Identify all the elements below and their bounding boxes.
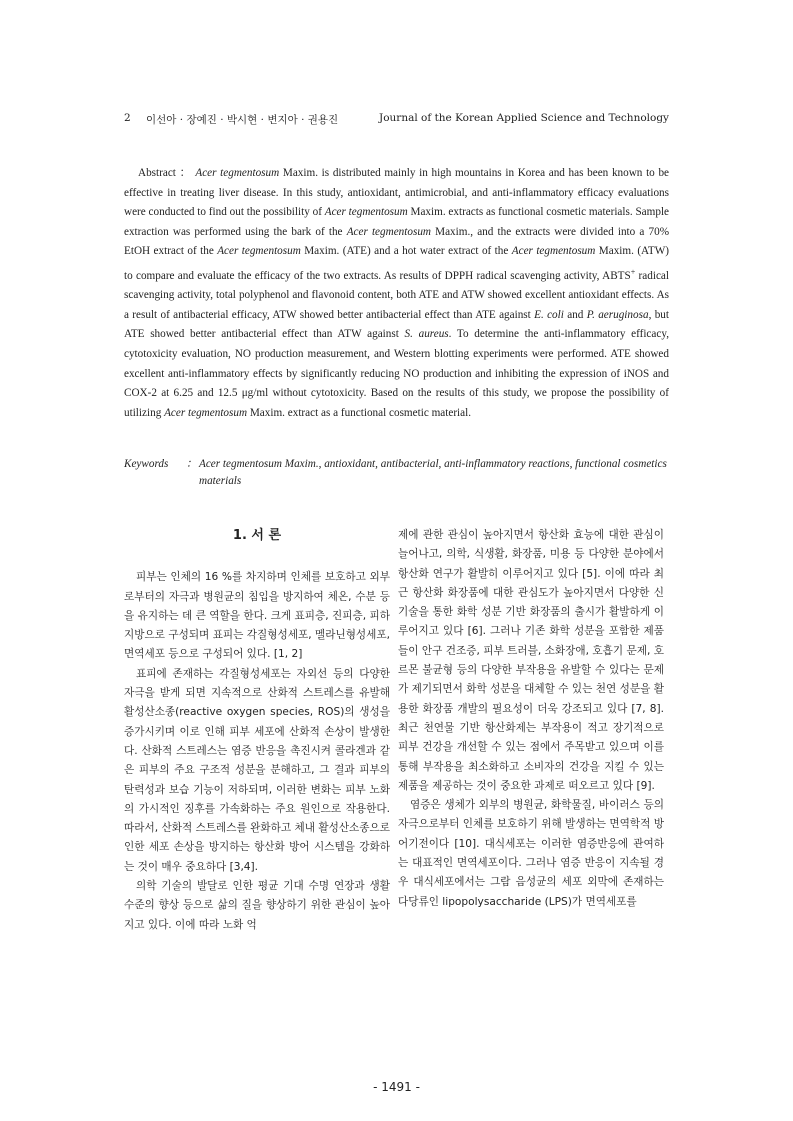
abstract-text: + bbox=[630, 266, 636, 276]
abstract-italic-term: Acer tegmentosum bbox=[346, 225, 431, 238]
keywords-text: Acer tegmentosum Maxim., antioxidant, antibacterial, anti-inflammatory reactions, functional cosmetics materials bbox=[199, 458, 667, 487]
abstract-italic-term: Acer tegmentosum bbox=[324, 206, 408, 219]
abstract-italic-term: Acer tegmentosum bbox=[217, 245, 301, 258]
journal-title: Journal of the Korean Applied Science and Technology bbox=[379, 112, 669, 124]
page-footer: - 1491 - bbox=[373, 1080, 420, 1094]
abstract-italic-term: Acer tegmentosum bbox=[195, 167, 280, 179]
abstract-text: , but ATE showed better antibacterial effect than ATW against bbox=[124, 308, 669, 341]
abstract-italic-term: Acer tegmentosum bbox=[164, 406, 248, 419]
abstract-text: Maxim. extract as a functional cosmetic material. bbox=[247, 406, 472, 419]
right-column bbox=[398, 526, 664, 912]
keywords-label: Keywords bbox=[124, 458, 169, 470]
abstract-text: Maxim. (ATE) and a hot water extract of the bbox=[300, 245, 512, 258]
abstract-italic-term: Acer tegmentosum bbox=[511, 245, 596, 258]
abstract bbox=[124, 164, 669, 423]
abstract-text: and bbox=[563, 308, 587, 321]
abstract-text: Maxim. (ATW) to compare and evaluate the efficacy of the two extracts. As results of DPPH radical scavenging activity, ABTS bbox=[124, 245, 670, 282]
paragraph: 염증은 생체가 외부의 병원균, 화학물질, 바이러스 등의 자극으로부터 인체를 보호하기 위해 발생하는 면역학적 방어기전이다 [10]. 대식세포는 이러한 염증반응에 관여하는 대표적인 면역세포이다. 그러나 염증 반응이 지속될 경우 대식세포에서는 그람 음성균의 세포 외막에 존재하는 다당류인 lipopolysaccharide (LPS)가 면역세포를 bbox=[398, 799, 664, 908]
keywords bbox=[124, 456, 669, 490]
abstract-text: . To determine the anti-inflammatory efficacy, cytotoxicity evaluation, NO production measurement, and Western blotting experiments were performed. ATE showed excellent anti-inflammatory effects by significantly reducing NO production and inhibiting the expression of iNOS and COX-2 at 6.25 and 12.5 μg/ml without cytotoxicity. Based on the results of this study, we propose the possibility of utilizing bbox=[124, 328, 669, 419]
paragraph: 제에 관한 관심이 높아지면서 항산화 효능에 대한 관심이 늘어나고, 의학, 식생활, 화장품, 미용 등 다양한 분야에서 항산화 연구가 활발히 이루어지고 있다 [5]. 이에 따라 최근 항산화 화장품에 대한 관심도가 높아지면서 다양한 신기술을 통한 화학 성분 기반 화장품의 출시가 활발하게 이루어지고 있다 [6]. 그러나 기존 화학 성분을 포함한 제품들이 안구 건조증, 피부 트러블, 소화장애, 호흡기 문제, 호르몬 불균형 등의 다양한 부작용을 유발할 수 있다는 문제가 제기되면서 화학 성분을 대체할 수 있는 천연 성분을 활용한 화장품 개발의 필요성이 더욱 강조되고 있다 [7, 8]. 최근 천연물 기반 항산화제는 부작용이 적고 장기적으로 피부 건강을 개선할 수 있는 점에서 주목받고 있으며 이를 통해 부작용을 최소화하고 소비자의 건강을 지킬 수 있는 제품을 제공하는 것이 중요한 과제로 떠오르고 있다 [9]. bbox=[398, 529, 664, 792]
paragraph: 피부는 인체의 16 %를 차지하며 인체를 보호하고 외부로부터의 자극과 병원균의 침입을 방지하여 체온, 수분 등을 유지하는 데 큰 역할을 한다. 크게 표피층, 진피층, 피하지방으로 구성되며 표피는 각질형성세포, 멜라닌형성세포, 면역세포 등으로 구성되어 있다. [1, 2] bbox=[124, 571, 390, 661]
abstract-text: radical scavenging activity, total polyphenol and flavonoid content, both ATE and ATW showed excellent antioxidant effects. As a result of antibacterial efficacy, ATW showed better antibacterial effect than ATE against bbox=[124, 269, 669, 321]
page-number: 2 bbox=[124, 112, 131, 124]
abstract-italic-term: P. aeruginosa bbox=[586, 308, 649, 321]
abstract-italic-term: E. coli bbox=[534, 308, 564, 321]
paragraph: 의학 기술의 발달로 인한 평균 기대 수명 연장과 생활 수준의 향상 등으로 삶의 질을 향상하기 위한 관심이 높아지고 있다. 이에 따라 노화 억 bbox=[124, 880, 390, 931]
abstract-italic-term: S. aureus bbox=[404, 328, 449, 341]
running-header bbox=[124, 112, 669, 128]
paragraph: 표피에 존재하는 각질형성세포는 자외선 등의 다양한 자극을 받게 되면 지속적으로 산화적 스트레스를 유발해 활성산소종(reactive oxygen species, ROS)의 생성을 증가시키며 이로 인해 피부 세포에 산화적 손상이 발생한다. 산화적 스트레스는 염증 반응을 촉진시켜 콜라겐과 같은 피부의 주요 구조적 성분을 분해하고, 그 결과 피부의 탄력성과 보습 기능이 저하되며, 이러한 변화는 피부 노화의 가시적인 징후를 가속화하는 주요 원인으로 작용한다. 따라서, 산화적 스트레스를 완화하고 체내 활성산소종으로 인한 세포 손상을 방지하는 항산화 방어 시스템을 강화하는 것이 매우 중요하다 [3,4]. bbox=[124, 667, 390, 873]
abstract-label: Abstract bbox=[138, 167, 176, 179]
abstract-body bbox=[124, 167, 669, 419]
left-column bbox=[124, 526, 390, 935]
abstract-text: Maxim., and the extracts were divided into a 70% EtOH extract of the bbox=[124, 225, 670, 258]
keywords-colon: ： bbox=[186, 458, 198, 470]
abstract-colon: ： bbox=[179, 167, 192, 179]
author-list: 이선아 · 장예진 · 박시현 · 변지아 · 권용진 bbox=[146, 114, 339, 126]
section-title: 1. 서 론 bbox=[232, 528, 282, 543]
abstract-text: Maxim. extracts as functional cosmetic materials. Sample extraction was performed using the bark of the bbox=[124, 206, 670, 238]
abstract-text: Maxim. is distributed mainly in high mountains in Korea and has been known to be effective in treating liver disease. In this study, antioxidant, antimicrobial, and anti-inflammatory efficacy evaluations were conducted to find out the possibility of bbox=[124, 167, 670, 219]
